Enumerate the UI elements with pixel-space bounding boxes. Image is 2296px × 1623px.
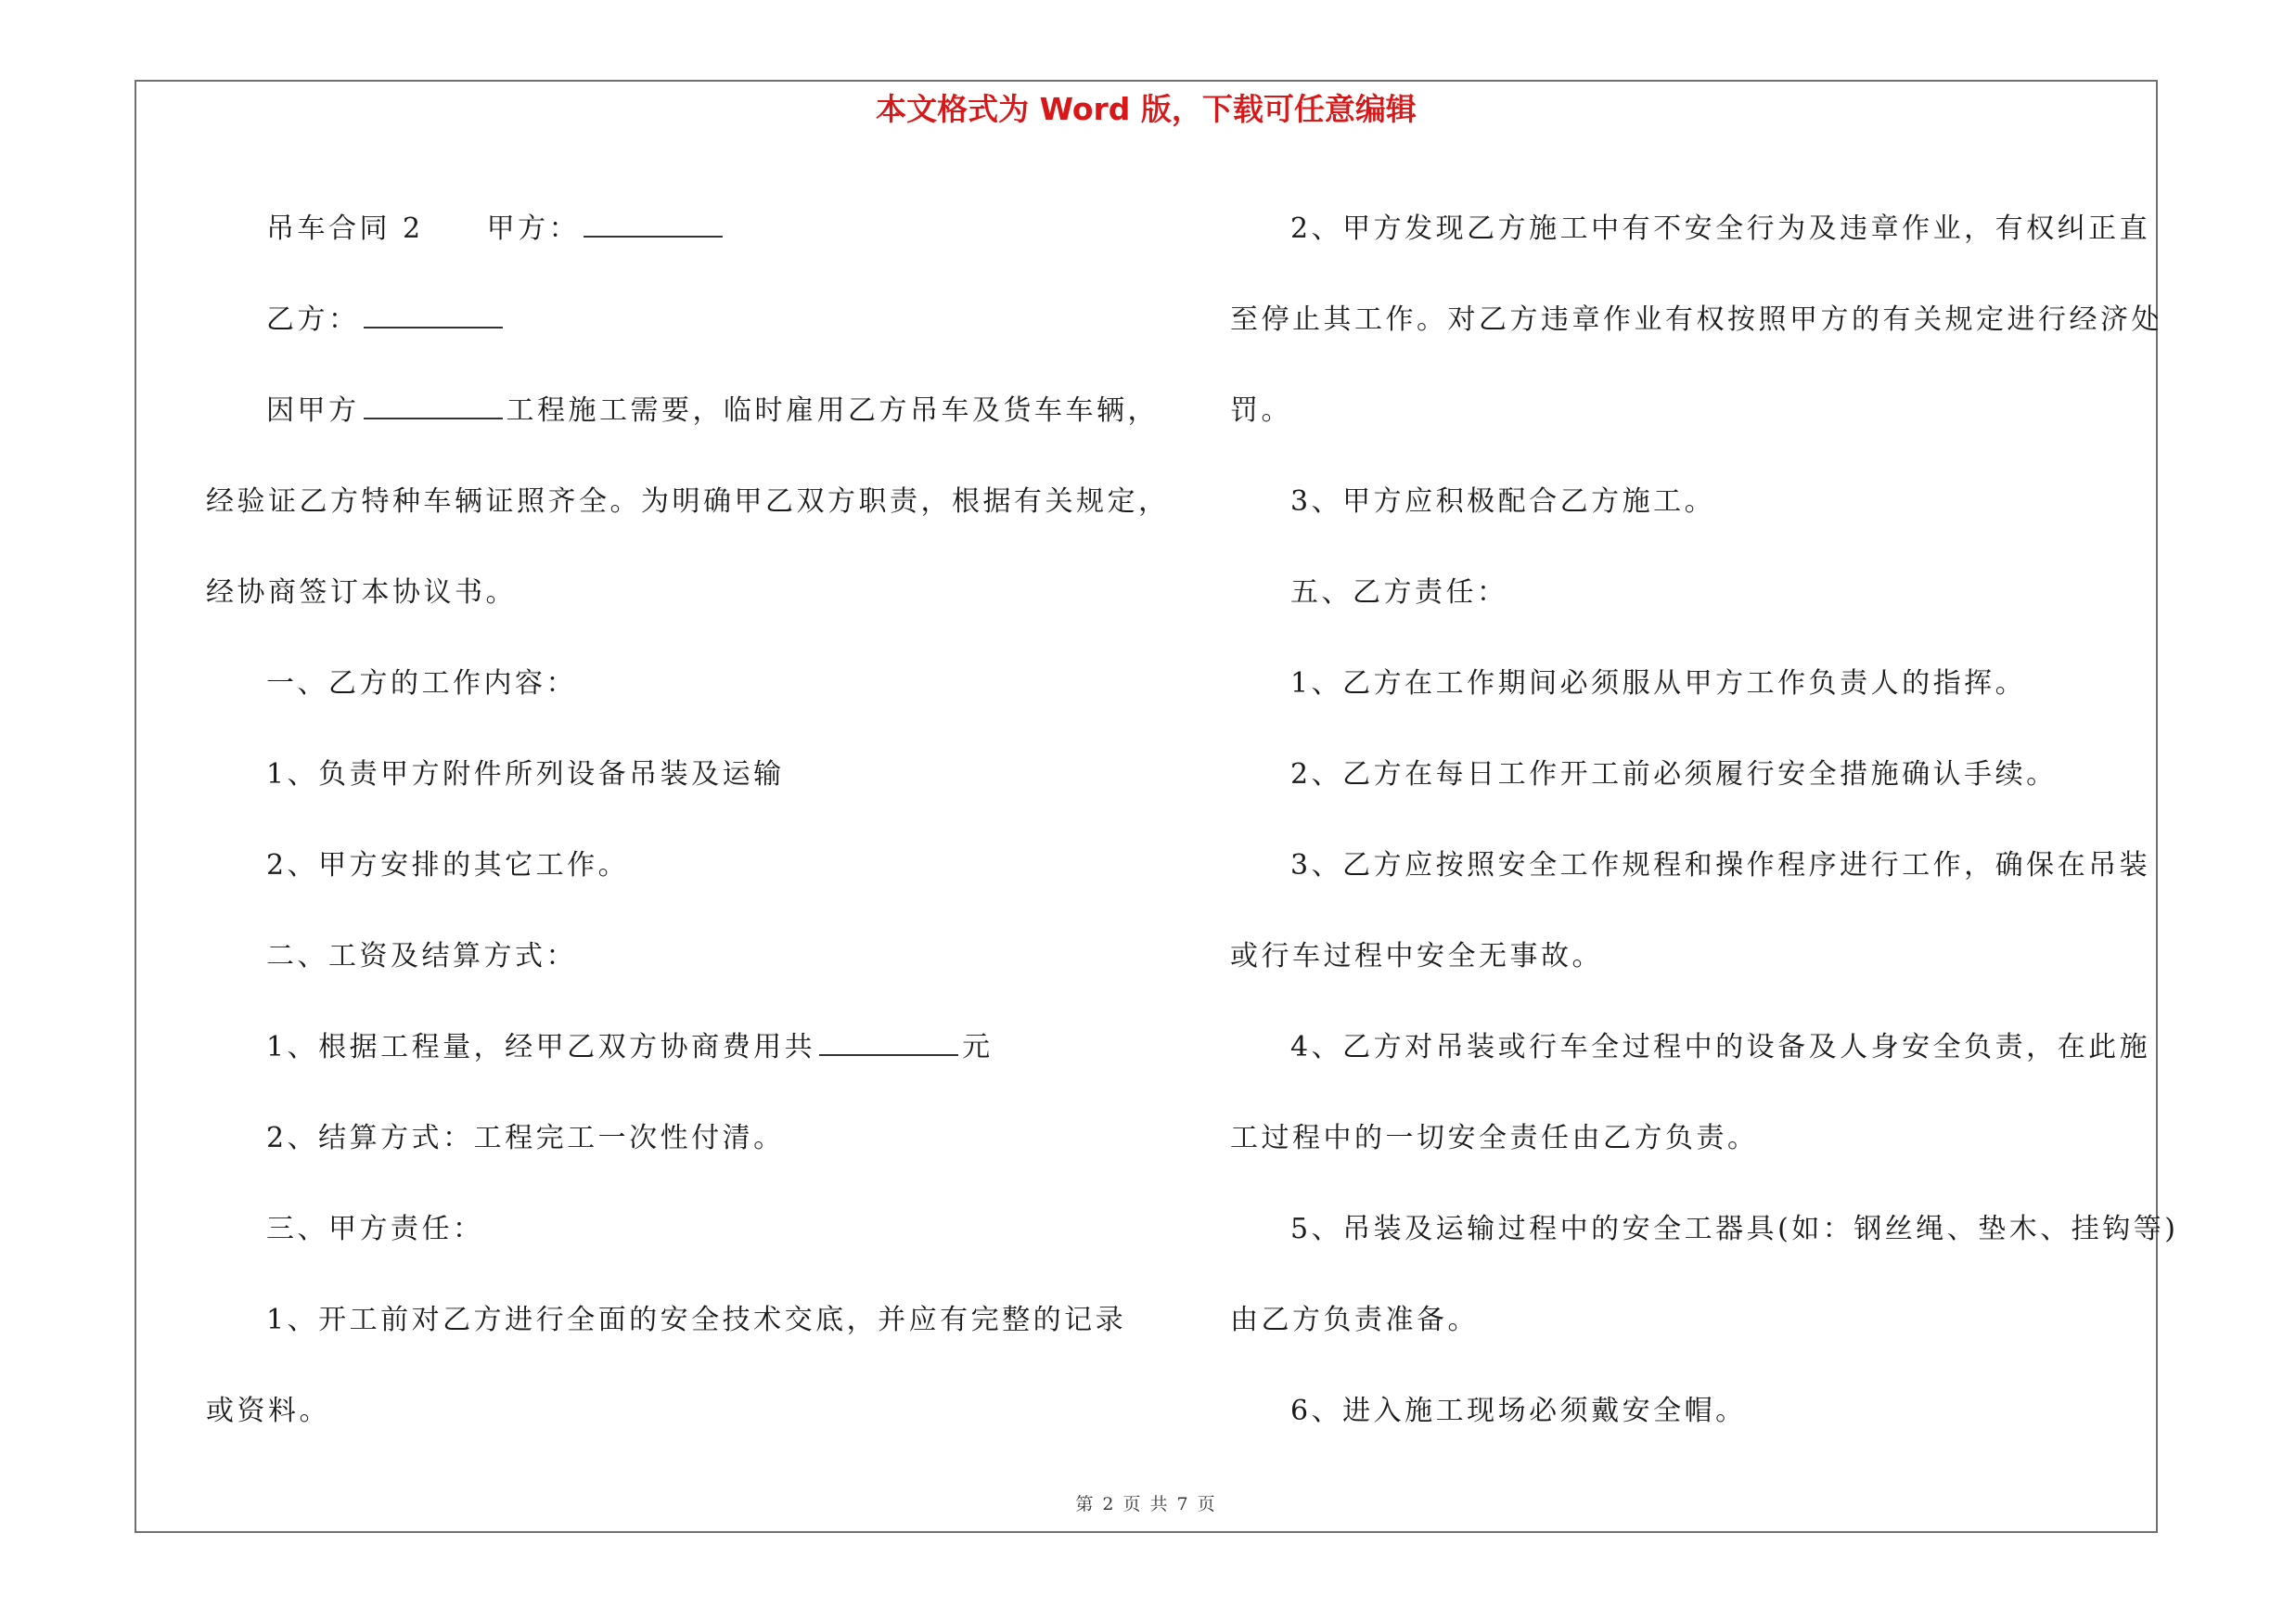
right-column <box>1230 184 2179 1457</box>
right-line-13: 由乙方负责准备。 <box>1230 1304 1479 1336</box>
contract-title-line <box>206 184 1143 275</box>
right-line-6: 1、乙方在工作期间必须服从甲方工作负责人的指挥。 <box>1290 667 2027 700</box>
section-2-item-1: 1、根据工程量，经甲乙双方协商费用共 元 <box>266 1031 994 1063</box>
section-2-item-2: 2、结算方式：工程完工一次性付清。 <box>266 1122 785 1154</box>
page-number: 第 2 页 共 7 页 <box>1075 1494 1217 1514</box>
intro-line-3: 经协商签订本协议书。 <box>206 576 517 609</box>
section-3-title: 三、甲方责任： <box>266 1213 484 1245</box>
party-b-line <box>206 275 1143 366</box>
party-b-blank <box>364 306 503 328</box>
right-line-7: 2、乙方在每日工作开工前必须履行安全措施确认手续。 <box>1290 758 2058 791</box>
intro-line-2: 经验证乙方特种车辆证照齐全。为明确甲乙双方职责，根据有关规定， <box>206 485 1170 518</box>
right-line-11: 工过程中的一切安全责任由乙方负责。 <box>1230 1122 1759 1154</box>
right-line-3: 罚。 <box>1230 394 1292 427</box>
editable-format-banner: 本文格式为 Word 版，下载可任意编辑 <box>876 91 1417 127</box>
party-a-label: 甲方： <box>486 213 581 245</box>
section-3-item-1-line-2: 或资料。 <box>206 1395 330 1427</box>
right-line-14: 6、进入施工现场必须戴安全帽。 <box>1290 1395 1747 1427</box>
section-1-item-1: 1、负责甲方附件所列设备吊装及运输 <box>266 758 785 791</box>
fee-amount-blank <box>819 1034 958 1056</box>
right-line-1: 2、甲方发现乙方施工中有不安全行为及违章作业，有权纠正直 <box>1290 213 2151 245</box>
contract-title: 吊车合同 2 <box>266 213 424 245</box>
right-line-8: 3、乙方应按照安全工作规程和操作程序进行工作，确保在吊装 <box>1290 849 2151 882</box>
party-a-blank <box>584 215 723 238</box>
section-1-title: 一、乙方的工作内容： <box>266 667 577 700</box>
right-line-12: 5、吊装及运输过程中的安全工器具(如：钢丝绳、垫木、挂钩等) <box>1290 1213 2179 1245</box>
right-line-10: 4、乙方对吊装或行车全过程中的设备及人身安全负责，在此施 <box>1290 1031 2151 1063</box>
section-3-item-1-line-1: 1、开工前对乙方进行全面的安全技术交底，并应有完整的记录 <box>266 1304 1127 1336</box>
project-name-blank <box>364 397 503 419</box>
right-line-9: 或行车过程中安全无事故。 <box>1230 940 1603 973</box>
right-line-2: 至停止其工作。对乙方违章作业有权按照甲方的有关规定进行经济处 <box>1230 303 2162 336</box>
intro-line-1: 因甲方 工程施工需要，临时雇用乙方吊车及货车车辆， <box>266 394 1159 427</box>
section-1-item-2: 2、甲方安排的其它工作。 <box>266 849 630 882</box>
section-2-title: 二、工资及结算方式： <box>266 940 577 973</box>
section-5-title: 五、乙方责任： <box>1290 576 1508 609</box>
party-b-label: 乙方： <box>266 303 360 336</box>
left-column <box>206 184 1170 1457</box>
right-line-4: 3、甲方应积极配合乙方施工。 <box>1290 485 1716 518</box>
